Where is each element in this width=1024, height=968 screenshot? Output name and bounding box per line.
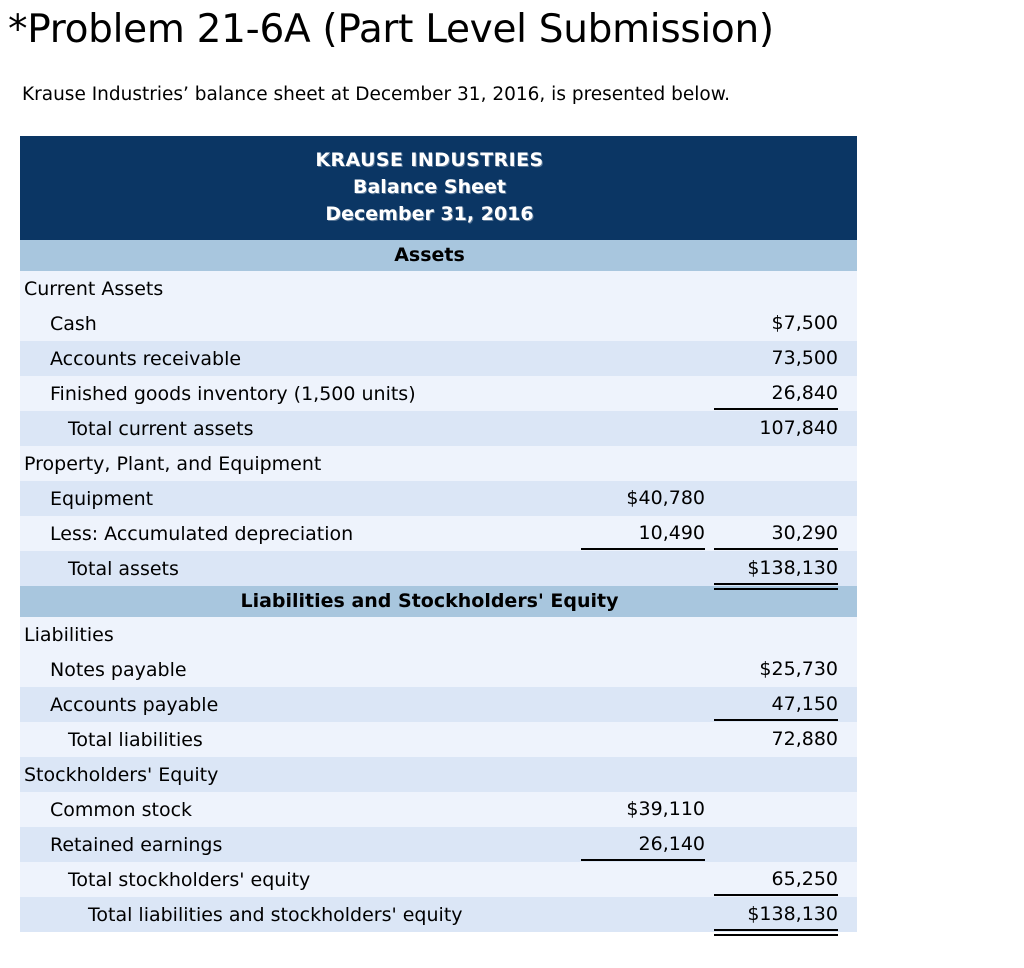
table-row: [20, 551, 857, 586]
row-amount-col2: [716, 634, 838, 636]
row-amount-col1: [583, 704, 705, 706]
section-header-label: Assets: [394, 244, 465, 266]
table-row: [20, 827, 857, 862]
row-amount-col2: $138,130: [716, 903, 838, 927]
row-label: Cash: [50, 312, 97, 335]
row-label: Total liabilities and stockholders' equity: [88, 903, 463, 926]
table-row: [20, 792, 857, 827]
table-row: [20, 652, 857, 687]
row-label: Total assets: [68, 557, 179, 580]
row-amount-col1: [583, 774, 705, 776]
row-label: Less: Accumulated depreciation: [50, 522, 354, 545]
row-amount-col2: $25,730: [759, 657, 838, 680]
row-amount-col2: [716, 844, 838, 846]
section-header-label: Liabilities and Stockholders' Equity: [240, 590, 619, 612]
table-row: [20, 271, 857, 306]
table-row: [20, 897, 857, 932]
row-amount-col1: [583, 428, 705, 430]
row-amount-col1: 26,140: [583, 833, 705, 857]
row-amount-col2: 26,840: [716, 382, 838, 406]
row-amount-col2: 65,250: [716, 868, 838, 892]
row-amount-col1: [583, 634, 705, 636]
table-row: [20, 481, 857, 516]
row-amount-col2: [716, 463, 838, 465]
row-label: Current Assets: [24, 277, 164, 300]
table-row: [20, 516, 857, 551]
company-name: KRAUSE INDUSTRIES: [315, 149, 544, 171]
row-label: Property, Plant, and Equipment: [24, 452, 322, 475]
row-amount-col2: 47,150: [716, 693, 838, 717]
row-amount-col1: [583, 879, 705, 881]
row-label: Accounts receivable: [50, 347, 242, 370]
problem-intro-text: Krause Industries’ balance sheet at December 31, 2016, is presented below.: [22, 84, 731, 105]
balance-sheet-header: [20, 136, 857, 240]
table-row: [20, 757, 857, 792]
row-label: Common stock: [50, 798, 193, 821]
section-header: [20, 586, 857, 617]
row-label: Total liabilities: [68, 728, 203, 751]
row-label: Liabilities: [24, 623, 114, 646]
row-amount-col2: $7,500: [771, 311, 838, 334]
balance-sheet-table: [20, 136, 857, 932]
row-amount-col1: 10,490: [583, 522, 705, 546]
row-amount-col2: [716, 774, 838, 776]
row-amount-col1: [583, 358, 705, 360]
row-label: Notes payable: [50, 658, 187, 681]
row-amount-col1: [583, 393, 705, 395]
row-amount-col2: 73,500: [771, 346, 838, 369]
table-row: [20, 411, 857, 446]
row-label: Retained earnings: [50, 833, 223, 856]
row-label: Accounts payable: [50, 693, 219, 716]
table-row: [20, 341, 857, 376]
table-row: [20, 722, 857, 757]
row-amount-col2: 107,840: [759, 416, 838, 439]
table-row: [20, 687, 857, 722]
statement-date: December 31, 2016: [325, 203, 534, 225]
page-title: *Problem 21-6A (Part Level Submission): [8, 7, 774, 52]
row-amount-col2: 30,290: [716, 522, 838, 546]
row-amount-col1: [583, 914, 705, 916]
row-amount-col2: [716, 809, 838, 811]
row-label: Stockholders' Equity: [24, 763, 219, 786]
row-label: Total current assets: [68, 417, 254, 440]
row-amount-col2: [716, 288, 838, 290]
row-amount-col1: $39,110: [626, 797, 705, 820]
row-amount-col1: [583, 568, 705, 570]
row-amount-col1: $40,780: [626, 486, 705, 509]
table-row: [20, 617, 857, 652]
section-header: [20, 240, 857, 271]
row-amount-col1: [583, 463, 705, 465]
table-row: [20, 306, 857, 341]
row-label: Total stockholders' equity: [68, 868, 311, 891]
row-amount-col2: [716, 498, 838, 500]
balance-sheet-body: [20, 240, 857, 932]
row-amount-col1: [583, 288, 705, 290]
table-row: [20, 862, 857, 897]
statement-name: Balance Sheet: [353, 176, 506, 198]
row-amount-col1: [583, 739, 705, 741]
row-amount-col1: [583, 323, 705, 325]
row-amount-col2: 72,880: [771, 727, 838, 750]
row-label: Equipment: [50, 487, 154, 510]
row-amount-col2: $138,130: [716, 557, 838, 581]
row-label: Finished goods inventory (1,500 units): [50, 382, 416, 405]
table-row: [20, 446, 857, 481]
row-amount-col1: [583, 669, 705, 671]
table-row: [20, 376, 857, 411]
